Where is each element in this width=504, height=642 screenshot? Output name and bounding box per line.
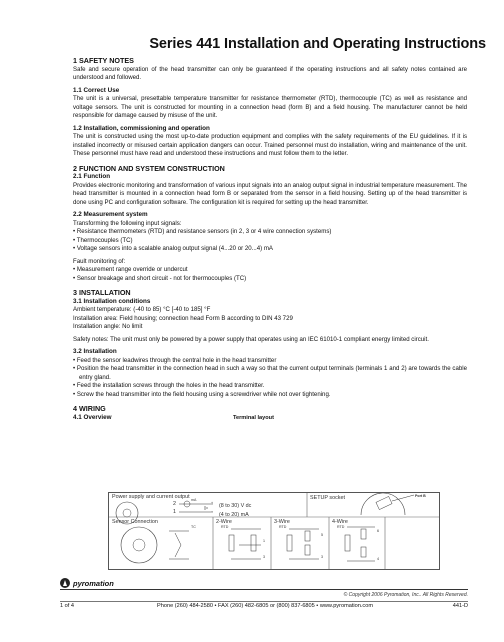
paragraph: The unit is a universal, presettable temperature transmitter for resistance thermometer (RTD), thermocouple (TC) as well as resistance and voltage sensors. The unit is constructed for mounting in a connection head (form B) and a field housing. The manufacturer cannot be held responsible for damage caused by misuse of the unit.: [73, 95, 467, 119]
rtd-label: RTD: [279, 525, 287, 529]
subsection-heading: 2.2 Measurement system: [73, 211, 148, 218]
bullet-item: • Resistance thermometers (RTD) and resistance sensors (in 2, 3 or 4 wire connection systems): [73, 228, 332, 235]
bullet-item: • Measurement range override or undercut: [73, 266, 188, 273]
pin-label: 3: [321, 555, 323, 559]
spec-line: Installation area: Field housing; connection head Form B according to DIN 43 729: [73, 314, 293, 322]
rtd-label: RTD: [221, 525, 229, 529]
tc-label: TC: [191, 525, 196, 529]
bullet-item: • Feed the sensor leadwires through the central hole in the head transmitter: [73, 356, 277, 364]
four-wire-label: 4-Wire: [332, 519, 348, 525]
subsection-heading: 3.1 Installation conditions: [73, 297, 151, 305]
power-supply-label: Power supply and current output: [112, 494, 190, 500]
minus-sign: −: [211, 510, 214, 514]
plus-sign: +: [211, 501, 214, 505]
pin-label: 5: [321, 533, 323, 537]
document-body: [73, 57, 467, 422]
copyright-notice: © Copyright 2006 Pyromation, Inc.. All Rights Reserved.: [343, 592, 468, 598]
wiring-diagram-svg: [109, 493, 439, 569]
pin-label: 6: [377, 529, 379, 533]
subsection-heading: 4.1 Overview: [73, 413, 112, 421]
terminal-layout-label: Terminal layout: [233, 414, 274, 421]
ma-label: mA: [191, 498, 197, 502]
paragraph: Provides electronic monitoring and transformation of various input signals into an analog output signal in industrial temperature measurement. The head transmitter is mounted in a connection head form B or separated from the sensor in a field housing. Setting up of the head transmitter is done using PC and configuration software. The configuration kit is required for setting up the head transmitter.: [73, 181, 467, 206]
wiring-diagram: [108, 492, 440, 570]
paragraph: Fault monitoring of:: [73, 257, 126, 265]
section-heading: 4 WIRING: [73, 404, 106, 413]
paragraph: Transforming the following input signals:: [73, 219, 182, 227]
bullet-item: • Position the head transmitter in the connection head in such a way so that the current output terminals (terminals 1 and 2) are towards the cable entry gland.: [73, 365, 467, 381]
paragraph: The unit is constructed using the most up-to-date production equipment and complies with the safety requirements of the EU guidelines. If it is installed incorrectly or misused certain application dangers can occur. Trained personnel must do installation, wiring and maintenance of the unit. These personnel must have read and understood these instructions and must follow them to the letter.: [73, 133, 467, 157]
footer-divider: [60, 589, 468, 590]
three-wire-label: 3-Wire: [274, 519, 290, 525]
section-heading: 1 SAFETY NOTES: [73, 56, 134, 65]
rtd-label: RTD: [337, 525, 345, 529]
pin-label: 4: [377, 557, 379, 561]
voltage-label: (8 to 30) V dc: [219, 503, 252, 509]
subsection-heading: 1.1 Correct Use: [73, 86, 120, 94]
bullet-item: • Screw the head transmitter into the field housing using a screwdriver while not over tightening.: [73, 390, 331, 398]
pyromation-logo-icon: [60, 578, 70, 588]
subsection-heading: 1.2 Installation, commissioning and operation: [73, 124, 210, 132]
page-title: Series 441 Installation and Operating Instructions: [149, 36, 486, 52]
subsection-heading: 2.1 Function: [73, 173, 111, 180]
current-label: (4 to 20) mA: [219, 512, 249, 518]
two-wire-label: 2-Wire: [216, 519, 232, 525]
section-heading: 3 INSTALLATION: [73, 288, 131, 297]
spec-line: Ambient temperature: (-40 to 85) °C [-40 to 185] °F: [73, 306, 211, 313]
subsection-heading: 3.2 Installation: [73, 348, 117, 355]
section-heading: 2 FUNCTION AND SYSTEM CONSTRUCTION: [73, 163, 225, 173]
pin-label: 3: [263, 555, 265, 559]
bullet-item: • Voltage sensors into a scalable analog output signal (4...20 or 20...4) mA: [73, 245, 273, 252]
sensor-connection-label: Sensor Connection: [112, 519, 158, 525]
brand-name: pyromation: [73, 578, 114, 588]
bullet-item: • Thermocouples (TC): [73, 236, 133, 244]
pin-label: 1: [263, 539, 265, 543]
paragraph: Safety notes: The unit must only be powered by a power supply that operates using an IEC 61010-1 compliant energy limited circuit.: [73, 335, 429, 343]
document-number: 441-D: [452, 603, 468, 609]
footer-divider-thin: [60, 601, 468, 602]
page-number: 1 of 4: [60, 603, 74, 609]
setup-socket-label: SETUP socket: [310, 495, 345, 501]
brand-logo: [60, 578, 114, 588]
bullet-item: • Feed the installation screws through the holes in the head transmitter.: [73, 382, 265, 389]
paragraph: Safe and secure operation of the head transmitter can only be guaranteed if the operating instructions and all safety notes contained are understood and followed.: [73, 65, 467, 81]
terminal-1-label: 1: [173, 509, 176, 515]
spec-line: Installation angle: No limit: [73, 323, 143, 330]
port-label: Port B: [415, 494, 426, 498]
terminal-2-label: 2: [173, 501, 176, 507]
contact-info: Phone (260) 484-2580 • FAX (260) 482-6805 or (800) 837-6805 • www.pyromation.com: [157, 603, 373, 609]
bullet-item: • Sensor breakage and short circuit - not for thermocouples (TC): [73, 274, 247, 282]
